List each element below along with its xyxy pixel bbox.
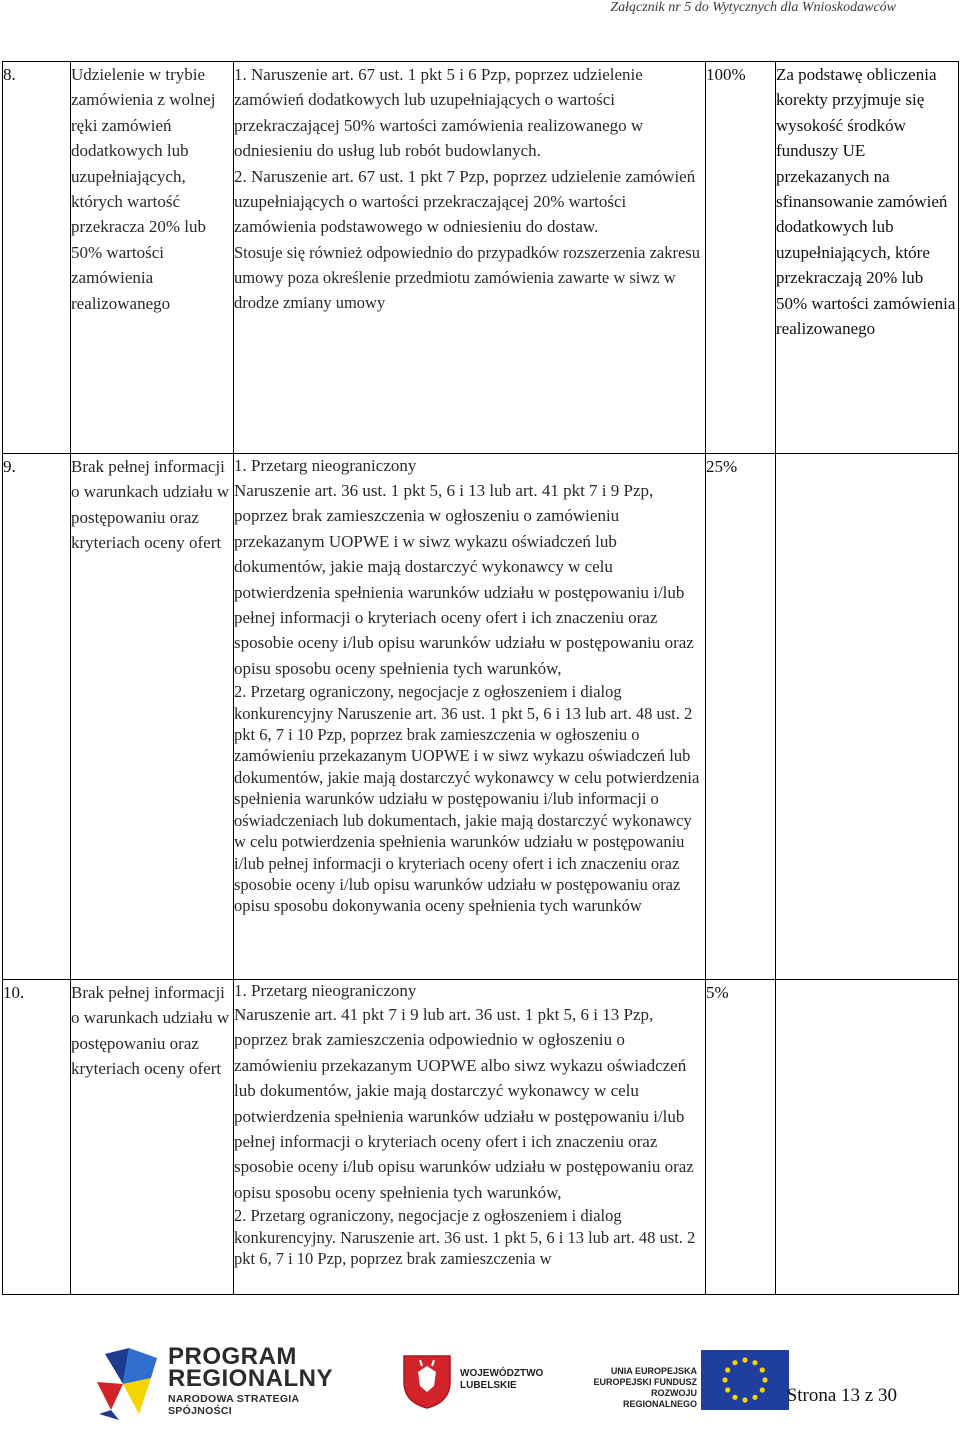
program-title-line1: PROGRAM: [168, 1343, 297, 1370]
voivodeship-line2: LUBELSKIE: [460, 1380, 517, 1391]
program-regionalny-logo: [95, 1344, 355, 1422]
description-item: 2. Przetarg ograniczony, negocjacje z ogłoszeniem i dialog konkurencyjny Naruszenie art. 36 ust. 1 pkt 5, 6 i 13 lub art. 48 ust. 2 pkt 6, 7 i 10 Pzp, poprzez brak zamieszczenia w ogłoszeniu o zamówieniu przekazanym UOPWE i w siwz wykazu oświadczeń lub dokumentów, jakie mają dostarczyć wykonawcy w celu potwierdzenia spełnienia warunków udziału w postępowaniu i/lub informacji o oświadczeniach lub dokumentach, jakie mają dostarczyć wykonawcy w celu potwierdzenia spełnienia warunków udziału w postępowaniu i/lub pełnej informacji o kryteriach oceny ofert i ich znaczeniu oraz sposobie oceny i/lub opisu warunków udziału w postępowaniu oraz opisu sposobu dokonywania oceny spełnienia tych warunków: [234, 682, 700, 916]
row-number: 9.: [3, 454, 71, 980]
document-header: Załącznik nr 5 do Wytycznych dla Wnioskodawców: [610, 0, 896, 15]
program-title-line2: REGIONALNY: [168, 1365, 334, 1392]
page-footer: [0, 1330, 960, 1432]
description-item: 1. Przetarg nieograniczony: [234, 456, 417, 475]
irregularity-name: Brak pełnej informacji o warunkach udziału w postępowaniu oraz kryteriach oceny ofert: [71, 980, 234, 1295]
correction-percent: 25%: [706, 454, 776, 980]
description-item: 1. Naruszenie art. 67 ust. 1 pkt 5 i 6 Pzp, poprzez udzielenie zamówień dodatkowych lub uzupełniających o wartości przekraczającej 50% wartości zamówienia realizowanego w odniesieniu do usług lub robót budowlanych.: [234, 65, 644, 161]
correction-percent: 5%: [706, 980, 776, 1295]
voivodeship-logo: [400, 1352, 550, 1412]
irregularity-description: [234, 454, 706, 980]
description-item: 1. Przetarg nieograniczony: [234, 981, 417, 1000]
irregularity-description: [234, 980, 706, 1295]
description-item: Stosuje się również odpowiednio do przypadków rozszerzenia zakresu umowy poza określenie przedmiotu zamówienia zawarte w siwz w drodze zmiany umowy: [234, 242, 700, 312]
eu-line1: UNIA EUROPEJSKA: [610, 1366, 697, 1376]
eu-line3: ROZWOJU REGIONALNEGO: [622, 1388, 697, 1409]
description-item: Naruszenie art. 41 pkt 7 i 9 lub art. 36 ust. 1 pkt 5, 6 i 13 Pzp, poprzez brak zamieszczenia odpowiednio w ogłoszeniu o zamówieniu przekazanym UOPWE albo siwz wykazu oświadczeń lub dokumentów, jakie mają dostarczyć wykonawcy w celu potwierdzenia spełnienia warunków udziału w postępowaniu i/lub pełnej informacji o kryteriach oceny ofert i ich znaczeniu oraz sposobie oceny i/lub opisu warunków udziału w postępowaniu oraz opisu sposobu oceny spełnienia tych warunków,: [234, 1005, 694, 1202]
voivodeship-line1: WOJEWÓDZTWO: [460, 1368, 544, 1379]
program-subtitle: NARODOWA STRATEGIA SPÓJNOŚCI: [168, 1393, 300, 1417]
correction-note: [776, 980, 959, 1295]
page-number: Strona 13 z 30: [786, 1385, 897, 1406]
correction-note: [776, 454, 959, 980]
row-number: 8.: [3, 62, 71, 454]
row-number: 10.: [3, 980, 71, 1295]
description-item: 2. Naruszenie art. 67 ust. 1 pkt 7 Pzp, poprzez udzielenie zamówień uzupełniających o wartości przekraczającej 20% wartości zamówienia podstawowego w odniesieniu do dostaw.: [234, 166, 696, 237]
irregularity-description: [234, 62, 706, 454]
eu-line2: EUROPEJSKI FUNDUSZ: [593, 1377, 697, 1387]
corrections-table: [2, 61, 959, 1295]
table-row: [3, 62, 959, 454]
voivodeship-crest-icon: [400, 1352, 454, 1410]
description-item: Naruszenie art. 36 ust. 1 pkt 5, 6 i 13 lub art. 41 pkt 7 i 9 Pzp, poprzez brak zamieszczenia w ogłoszeniu o zamówieniu przekazanym UOPWE i w siwz wykazu oświadczeń lub dokumentów, jakie mają dostarczyć wykonawcy w celu potwierdzenia spełnienia warunków udziału w postępowaniu i/lub pełnej informacji o kryteriach oceny ofert i ich znaczeniu oraz sposobie oceny i/lub opisu warunków udziału w postępowaniu oraz opisu sposobu oceny spełnienia tych warunków,: [234, 481, 694, 678]
correction-percent: 100%: [706, 62, 776, 454]
eu-fund-logo: [577, 1350, 792, 1412]
table-row: [3, 454, 959, 980]
correction-note: Za podstawę obliczenia korekty przyjmuje się wysokość środków funduszy UE przekazanych na sfinansowanie zamówień dodatkowych lub uzupełniających, które przekraczają 20% lub 50% wartości zamówienia realizowanego: [776, 62, 959, 454]
irregularity-name: Brak pełnej informacji o warunkach udziału w postępowaniu oraz kryteriach oceny ofert: [71, 454, 234, 980]
table-row: [3, 980, 959, 1295]
description-item: 2. Przetarg ograniczony, negocjacje z ogłoszeniem i dialog konkurencyjny. Naruszenie art. 36 ust. 1 pkt 5, 6 i 13 lub art. 48 ust. 2 pkt 6, 7 i 10 Pzp, poprzez brak zamieszczenia w: [234, 1206, 696, 1269]
program-emblem-icon: [95, 1344, 165, 1422]
eu-flag-icon: [701, 1350, 789, 1410]
irregularity-name: Udzielenie w trybie zamówienia z wolnej ręki zamówień dodatkowych lub uzupełniających, których wartość przekracza 20% lub 50% wartości zamówienia realizowanego: [71, 62, 234, 454]
